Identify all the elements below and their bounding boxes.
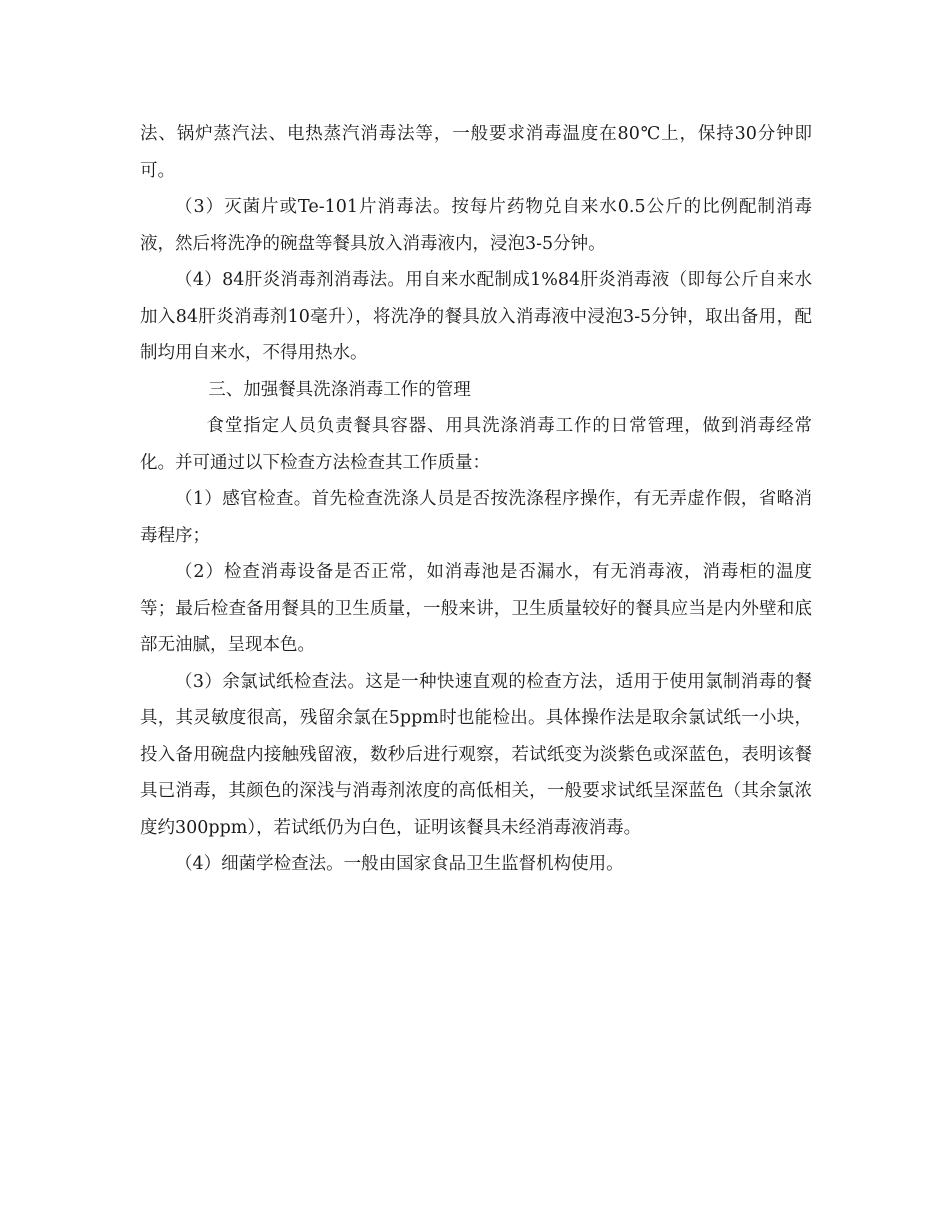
paragraph-check-1: （1）感官检查。首先检查洗涤人员是否按洗涤程序操作，有无弄虚作假，省略消毒程序； xyxy=(140,489,812,546)
paragraph-management: 食堂指定人员负责餐具容器、用具洗涤消毒工作的日常管理，做到消毒经常化。并可通过以下检查方法检查其工作质量： xyxy=(140,416,812,473)
section-heading: 三、加强餐具洗涤消毒工作的管理 xyxy=(208,379,471,400)
paragraph-check-3: （3）余氯试纸检查法。这是一种快速直观的检查方法，适用于使用氯制消毒的餐具，其灵敏度很高，残留余氯在5ppm时也能检出。具体操作法是取余氯试纸一小块，投入备用碗盘内接触残留液，数秒后进行观察，若试纸变为淡紫色或深蓝色，表明该餐具已消毒，其颜色的深浅与消毒剂浓度的高低相关，一般要求试纸呈深蓝色（其余氯浓度约300ppm），若试纸仍为白色，证明该餐具未经消毒液消毒。 xyxy=(140,671,812,838)
paragraph-method-4: （4）84肝炎消毒剂消毒法。用自来水配制成1%84肝炎消毒液（即每公斤自来水加入84肝炎消毒剂10毫升），将洗净的餐具放入消毒液中浸泡3-5分钟，取出备用，配制均用自来水，不得用热水。 xyxy=(140,270,812,363)
paragraph-check-2: （2）检查消毒设备是否正常，如消毒池是否漏水，有无消毒液，消毒柜的温度等；最后检查备用餐具的卫生质量，一般来讲，卫生质量较好的餐具应当是内外壁和底部无油腻，呈现本色。 xyxy=(140,562,812,655)
document-body xyxy=(140,116,812,883)
paragraph-method-3: （3）灭菌片或Te-101片消毒法。按每片药物兑自来水0.5公斤的比例配制消毒液，然后将洗净的碗盘等餐具放入消毒液内，浸泡3-5分钟。 xyxy=(140,197,812,254)
paragraph-check-4: （4）细菌学检查法。一般由国家食品卫生监督机构使用。 xyxy=(175,854,624,874)
paragraph-continuation: 法、锅炉蒸汽法、电热蒸汽消毒法等，一般要求消毒温度在80℃上，保持30分钟即可。 xyxy=(140,124,812,181)
